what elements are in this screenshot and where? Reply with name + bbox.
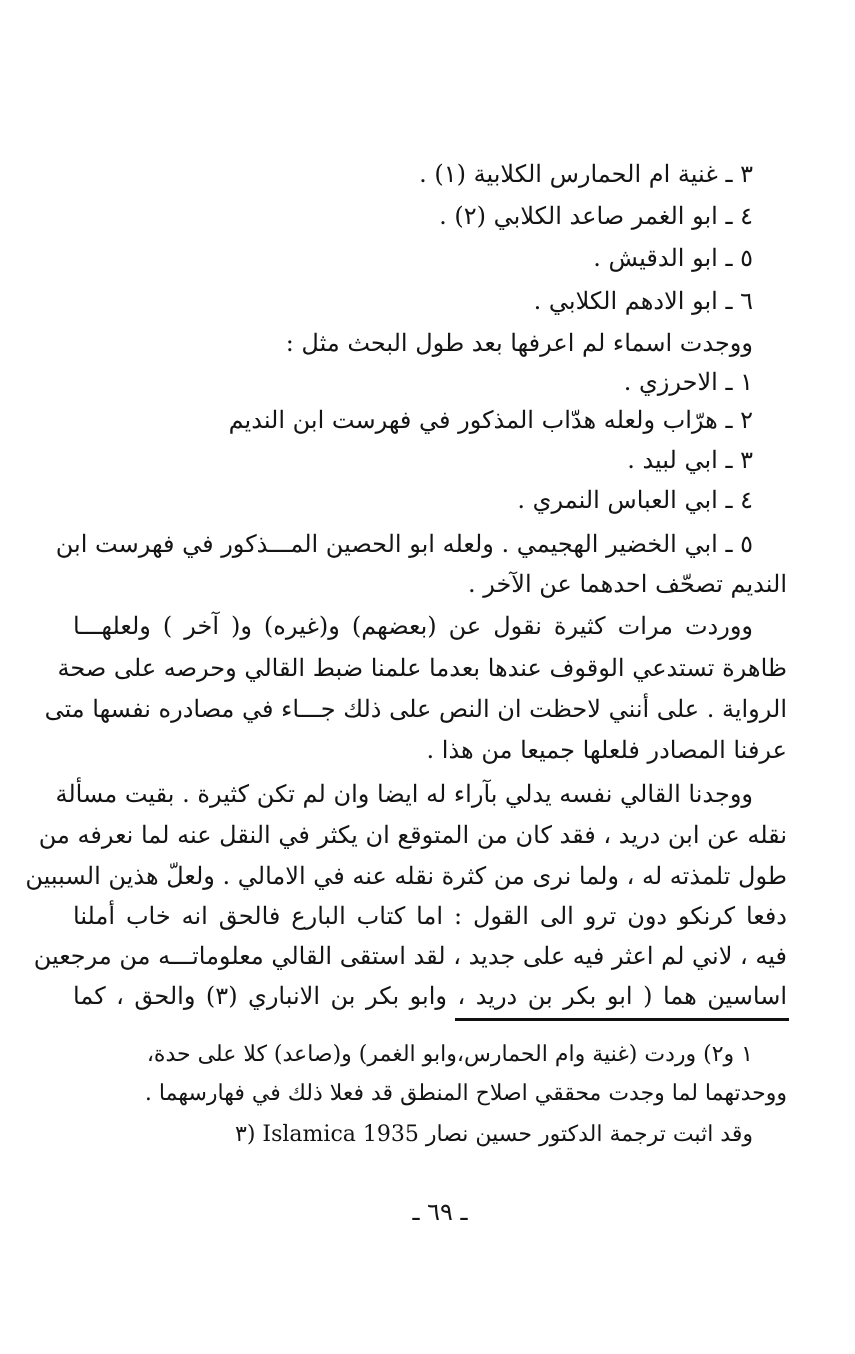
- list-item: ٣ ـ ابي لبيد .: [627, 446, 753, 474]
- list-item: ٢ ـ هرّاب ولعله هدّاب المذكور في فهرست ابن النديم: [228, 406, 753, 434]
- page-number: ـ ٦٩ ـ: [412, 1198, 468, 1226]
- list-item: ٥ ـ ابو الدقيش .: [593, 244, 753, 272]
- paragraph-line: طول تلمذته له ، ولما نرى من كثرة نقله عنه في الامالي . ولعلّ هذين السببين: [25, 862, 787, 890]
- list-item: ٤ ـ ابي العباس النمري .: [517, 486, 753, 514]
- intro-line: ووجدت اسماء لم اعرفها بعد طول البحث مثل :: [285, 329, 753, 357]
- list-item: ٦ ـ ابو الادهم الكلابي .: [533, 287, 753, 315]
- list-item: ٥ ـ ابي الخضير الهجيمي . ولعله ابو الحصين المـــذكور في فهرست ابن: [55, 530, 753, 558]
- list-item: ١ ـ الاحرزي .: [623, 368, 753, 396]
- list-item-continuation: النديم تصحّف احدهما عن الآخر .: [467, 570, 787, 598]
- list-item: ٣ ـ غنية ام الحمارس الكلابية (١) .: [419, 160, 753, 188]
- footnote-line: ووحدتهما لما وجدت محققي اصلاح المنطق قد فعلا ذلك في فهارسهما .: [144, 1081, 787, 1106]
- footnote-separator: [455, 1018, 789, 1021]
- paragraph-line: عرفنا المصادر فلعلها جميعا من هذا .: [426, 736, 787, 764]
- footnote-line: ١ و٢) وردت (غنية وام الحمارس،وابو الغمر) و(صاعد) كلا على حدة،: [146, 1042, 753, 1067]
- list-item: ٤ ـ ابو الغمر صاعد الكلابي (٢) .: [439, 202, 753, 230]
- paragraph-line: نقله عن ابن دريد ، فقد كان من المتوقع ان يكثر في النقل عنه لما نعرفه من: [38, 821, 787, 849]
- paragraph-line: ظاهرة تستدعي الوقوف عندها بعدما علمنا ضبط القالي وحرصه على صحة: [57, 654, 787, 682]
- paragraph-line: دفعا كرنكو دون ترو الى القول : اما كتاب البارع فالحق انه خاب أملنا: [73, 902, 787, 930]
- paragraph-line: الرواية . على أنني لاحظت ان النص على ذلك جـــاء في مصادره نفسها متى: [44, 695, 787, 723]
- paragraph-line: فيه ، لاني لم اعثر فيه على جديد ، لقد استقى القالي معلوماتـــه من مرجعين: [33, 942, 787, 970]
- paragraph-line: اساسين هما ( ابو بكر بن دريد ، وابو بكر بن الانباري (٣) والحق ، كما: [73, 982, 788, 1010]
- footnote-line: ٣) Islamica 1935 وقد اثبت ترجمة الدكتور حسين نصار: [235, 1122, 753, 1147]
- paragraph-line: ووردت مرات كثيرة نقول عن (بعضهم) و(غيره) و( آخر ) ولعلهـــا: [73, 612, 753, 640]
- paragraph-line: ووجدنا القالي نفسه يدلي بآراء له ايضا وان لم تكن كثيرة . بقيت مسألة: [55, 780, 753, 808]
